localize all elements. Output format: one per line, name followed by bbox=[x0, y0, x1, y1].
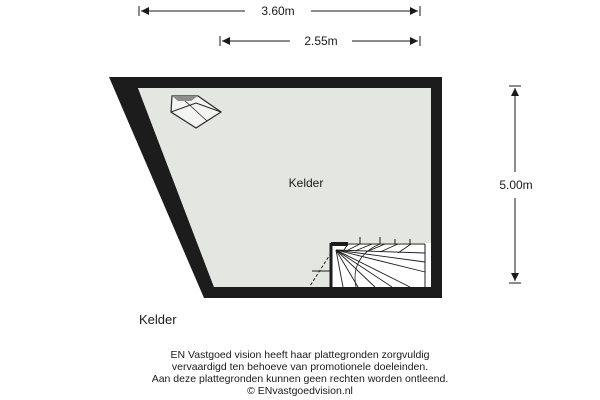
dimension-width-partial-label: 2.55m bbox=[304, 34, 338, 48]
dimension-height bbox=[499, 86, 532, 283]
disclaimer-line: EN Vastgoed vision heeft haar plattegronden zorgvuldig bbox=[170, 349, 430, 361]
room-name-label: Kelder bbox=[288, 176, 324, 190]
dimension-height-label: 5.00m bbox=[499, 178, 533, 192]
dimension-width-total bbox=[139, 4, 420, 18]
disclaimer-line: © ENvastgoedvision.nl bbox=[247, 385, 353, 397]
disclaimer-line: vervaardigd ten behoeve van promotionele doeleinden. bbox=[171, 361, 429, 373]
disclaimer-line: Aan deze plattegronden kunnen geen rechten worden ontleend. bbox=[151, 373, 449, 385]
dimension-width-partial bbox=[220, 34, 420, 48]
disclaimer bbox=[0, 349, 600, 397]
dimension-width-total-label: 3.60m bbox=[261, 4, 295, 18]
floor-label: Kelder bbox=[139, 312, 177, 327]
